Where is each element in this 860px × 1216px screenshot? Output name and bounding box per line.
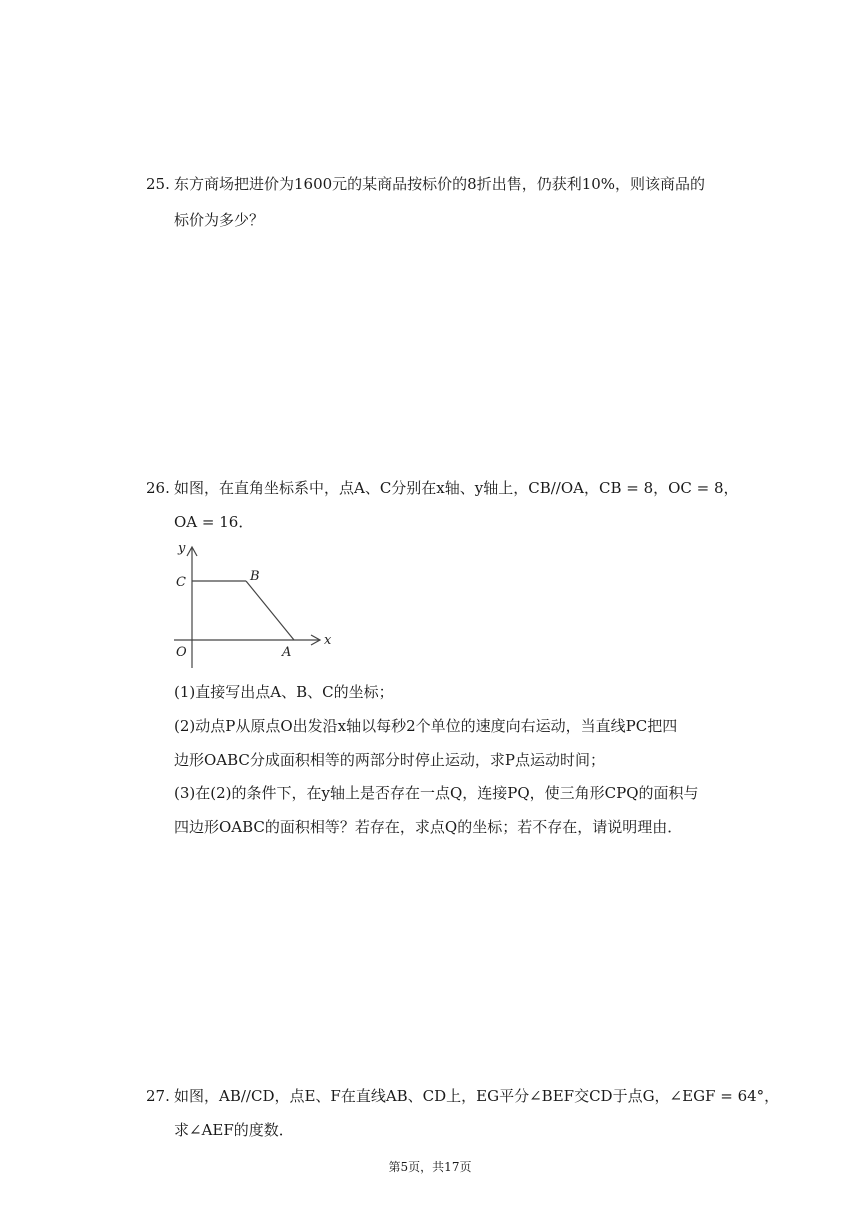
problem-text-line: 东方商场把进价为1600元的某商品按标价的8折出售，仍获利10%，则该商品的 — [174, 175, 706, 193]
problem-number: 27. — [146, 1087, 170, 1105]
label-b: B — [250, 569, 260, 584]
problem-text-line: 如图，在直角坐标系中，点A、C分别在x轴、y轴上，CB//OA，CB = 8，OC = 8， — [174, 479, 739, 497]
page-footer: 第5页，共17页 — [388, 1160, 472, 1174]
label-c: C — [176, 575, 186, 590]
problem-number: 25. — [146, 175, 170, 193]
sub-question-line: (2)动点P从原点O出发沿x轴以每秒2个单位的速度向右运动，当直线PC把四 — [174, 717, 678, 735]
sub-question-line: 边形OABC分成面积相等的两部分时停止运动，求P点运动时间； — [174, 751, 606, 769]
problem-text-line: OA = 16． — [174, 513, 254, 531]
problem-number: 26. — [146, 479, 170, 497]
coordinate-diagram — [168, 540, 338, 672]
label-y: y — [178, 541, 186, 556]
sub-question-line: 四边形OABC的面积相等？若存在，求点Q的坐标；若不存在，请说明理由． — [174, 818, 683, 836]
label-x: x — [324, 633, 332, 648]
label-o: O — [176, 645, 187, 660]
sub-question-line: (3)在(2)的条件下，在y轴上是否存在一点Q，连接PQ，使三角形CPQ的面积与 — [174, 784, 699, 802]
problem-text-line: 求∠AEF的度数． — [174, 1121, 294, 1139]
problem-text-line: 如图，AB//CD，点E、F在直线AB、CD上，EG平分∠BEF交CD于点G，∠EGF = 64°， — [174, 1087, 780, 1105]
segment-ba — [246, 581, 294, 640]
coordinate-figure — [168, 540, 338, 672]
sub-question-line: (1)直接写出点A、B、C的坐标； — [174, 683, 394, 701]
label-a: A — [282, 645, 292, 660]
problem-text-line: 标价为多少？ — [174, 211, 265, 229]
